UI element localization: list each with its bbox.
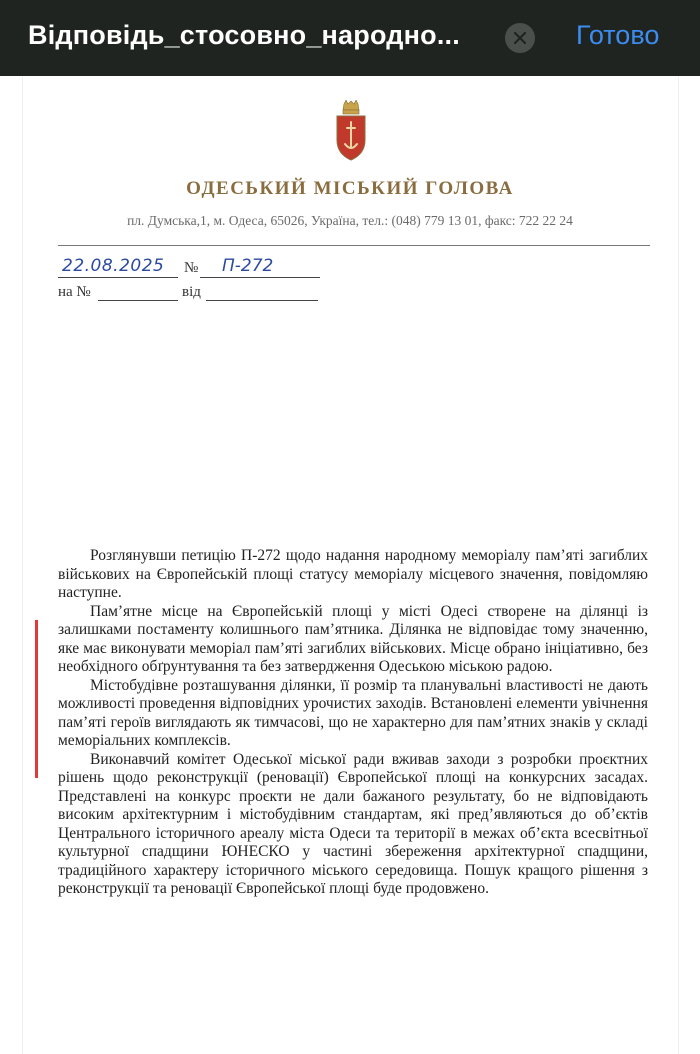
handwritten-number: П-272 [222,256,274,276]
handwritten-date: 22.08.2025 [62,256,165,276]
number-underline [200,277,320,278]
highlight-marker [35,620,38,778]
paragraph: Містобудівне розташування ділянки, її розмір та планувальні властивості не дають можливості проведення відповідних урочистих заходів. Встановлені елементи увічнення пам’яті героїв виглядають як тимчасові, що не характерно для пам’ятних знаків у складі меморіальних комплексів. [58,676,648,749]
letterhead-divider [58,245,650,246]
date-underline [58,277,178,278]
reply-number-blank [98,300,178,301]
paragraph: Пам’ятне місце на Європейській площі у місті Одесі створене на ділянці із залишками постаменту колишнього пам’ятника. Ділянка не відповідає тому значенню, яке має виконувати меморіал пам’яті загиблих військових. Місце обрано ініціативно, без необхідного обґрунтування та без затвердження Одеською міською радою. [58,602,648,675]
done-button[interactable]: Готово [576,20,660,50]
odesa-coat-of-arms-icon [335,100,367,167]
reply-date-blank [206,300,318,301]
paragraph: Виконавчий комітет Одеської міської ради вживав заходи з розробки проєктних рішень щодо реконструкції (реновації) Європейської площі на конкурсних засадах. Представлені на конкурс проєкти не дали бажаного результату, бо не відповідають високим архітектурним і містобудівним стандартам, які пред’являються до об’єктів Центрального історичного ареалу міста Одеси та території в межах об’єкта всесвітньої культурної спадщини ЮНЕСКО у частині збереження архітектурної спадщини, традиційного характеру історичного міського середовища. Пошук кращого рішення з реконструкції та реновації Європейської площі буде продовжено. [58,750,648,897]
document-title: Відповідь_стосовно_народно... [28,20,460,50]
number-label: № [184,260,199,276]
close-icon[interactable] [505,23,535,53]
viewer-toolbar [0,0,700,76]
reply-date-label: від [182,284,201,300]
reply-number-label: на № [58,284,91,300]
letterhead-office: ОДЕСЬКИЙ МІСЬКИЙ ГОЛОВА [186,178,514,199]
letterhead-address: пл. Думська,1, м. Одеса, 65026, Україна, тел.: (048) 779 13 01, факс: 722 22 24 [127,213,573,228]
outgoing-reference [58,258,338,282]
letter-body [58,547,648,899]
paragraph: Розглянувши петицію П-272 щодо надання народному меморіалу пам’яті загиблих військових на Європейській площі статусу меморіалу місцевого значення, повідомляю наступне. [58,547,648,601]
incoming-reference [58,284,338,306]
